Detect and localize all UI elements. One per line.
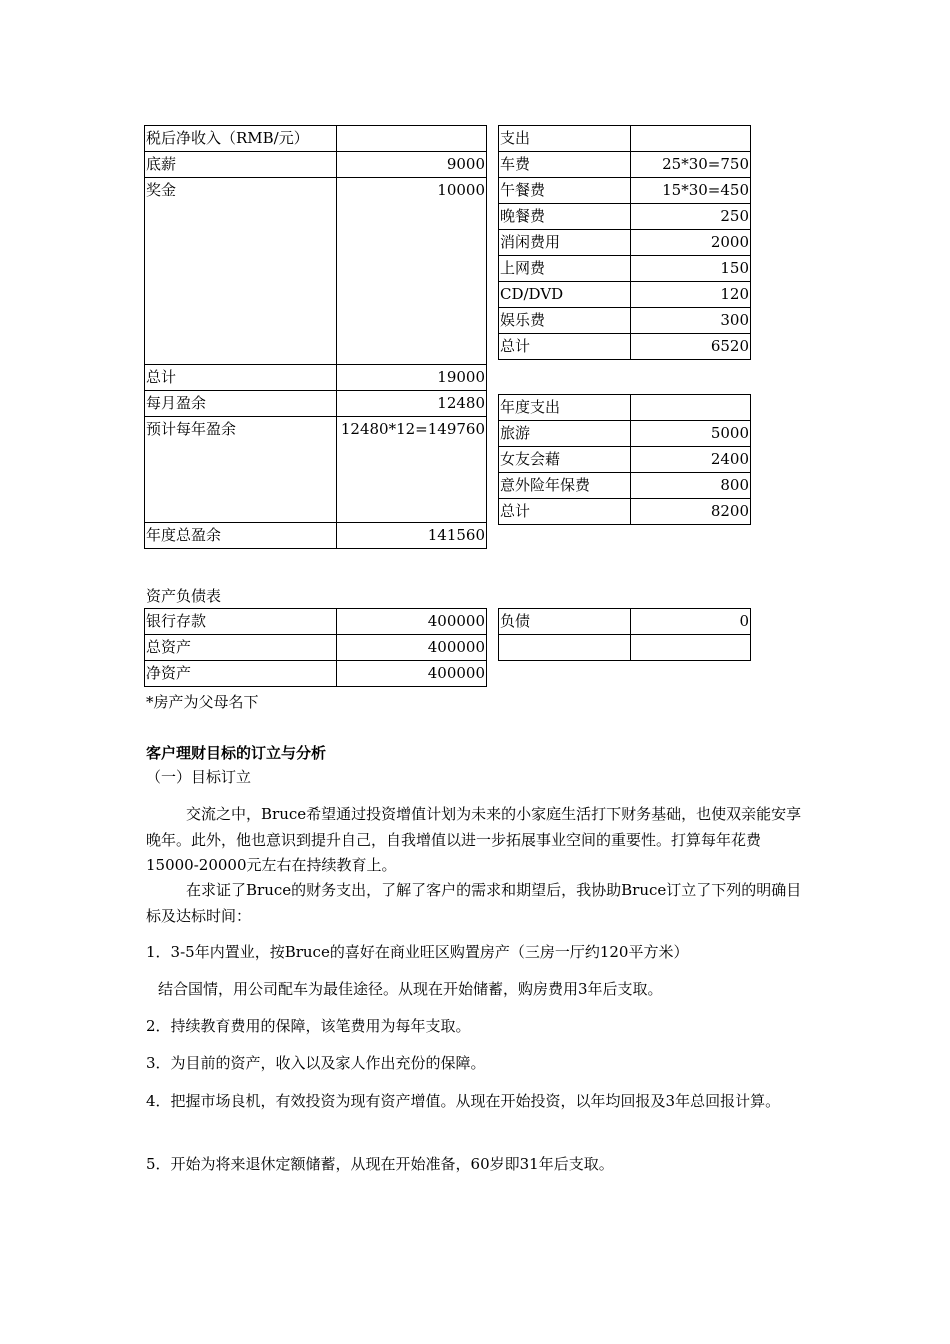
balance-sheet-title: 资产负债表: [146, 587, 222, 605]
table-row: 奖金 10000: [145, 178, 487, 365]
table-row: 女友会藉 2400: [499, 447, 751, 473]
section-subtitle: （一）目标订立: [146, 768, 252, 786]
table-row: 意外险年保费 800: [499, 473, 751, 499]
paragraph-2: 在求证了Bruce的财务支出，了解了客户的需求和期望后，我协助Bruce订立了下列的明确目标及达标时间：: [146, 881, 802, 925]
table-row: 晚餐费 250: [499, 204, 751, 230]
goal-item-1-note: 结合国情，用公司配车为最佳途径。从现在开始储蓄，购房费用3年后支取。: [158, 980, 663, 998]
table-row: 负债 0: [499, 609, 751, 635]
annual-header: 年度支出: [499, 395, 631, 421]
paragraph-1: 交流之中，Bruce希望通过投资增值计划为未来的小家庭生活打下财务基础，也使双亲能安享晚年。此外，他也意识到提升自己，自我增值以进一步拓展事业空间的重要性。打算每年花费15000-20000元左右在持续教育上。: [146, 805, 802, 874]
goal-item-4: 4．把握市场良机，有效投资为现有资产增值。从现在开始投资，以年均回报及3年总回报计算。: [146, 1092, 781, 1110]
table-row: 预计每年盈余 12480*12=149760: [145, 417, 487, 523]
table-row: 娱乐费 300: [499, 308, 751, 334]
property-note: *房产为父母名下: [146, 693, 259, 711]
table-row: 银行存款 400000: [145, 609, 487, 635]
table-row: 午餐费 15*30=450: [499, 178, 751, 204]
liabilities-table: [498, 608, 751, 661]
table-row: 总计 8200: [499, 499, 751, 525]
table-row: 车费 25*30=750: [499, 152, 751, 178]
table-row: 总资产 400000: [145, 635, 487, 661]
goal-item-2: 2．持续教育费用的保障，该笔费用为每年支取。: [146, 1017, 471, 1035]
table-row: 净资产 400000: [145, 661, 487, 687]
goal-item-3: 3．为目前的资产，收入以及家人作出充份的保障。: [146, 1054, 486, 1072]
table-row: 总计 6520: [499, 334, 751, 360]
table-row: 旅游 5000: [499, 421, 751, 447]
section-title: 客户理财目标的订立与分析: [146, 744, 327, 762]
expenses-header: 支出: [499, 126, 631, 152]
income-header: 税后净收入（RMB/元）: [145, 126, 337, 152]
assets-table: [144, 608, 487, 687]
table-row: 底薪 9000: [145, 152, 487, 178]
table-row: 年度总盈余 141560: [145, 523, 487, 549]
goal-item-5: 5．开始为将来退休定额储蓄，从现在开始准备，60岁即31年后支取。: [146, 1155, 614, 1173]
income-table: [144, 125, 487, 549]
table-row: [499, 635, 751, 661]
expenses-table: [498, 125, 751, 360]
table-row: 上网费 150: [499, 256, 751, 282]
table-row: 每月盈余 12480: [145, 391, 487, 417]
goal-item-1: 1．3-5年内置业，按Bruce的喜好在商业旺区购置房产（三房一厅约120平方米）: [146, 943, 689, 961]
table-row: 消闲费用 2000: [499, 230, 751, 256]
table-row: CD/DVD 120: [499, 282, 751, 308]
annual-expenses-table: [498, 394, 751, 525]
table-row: 总计 19000: [145, 365, 487, 391]
